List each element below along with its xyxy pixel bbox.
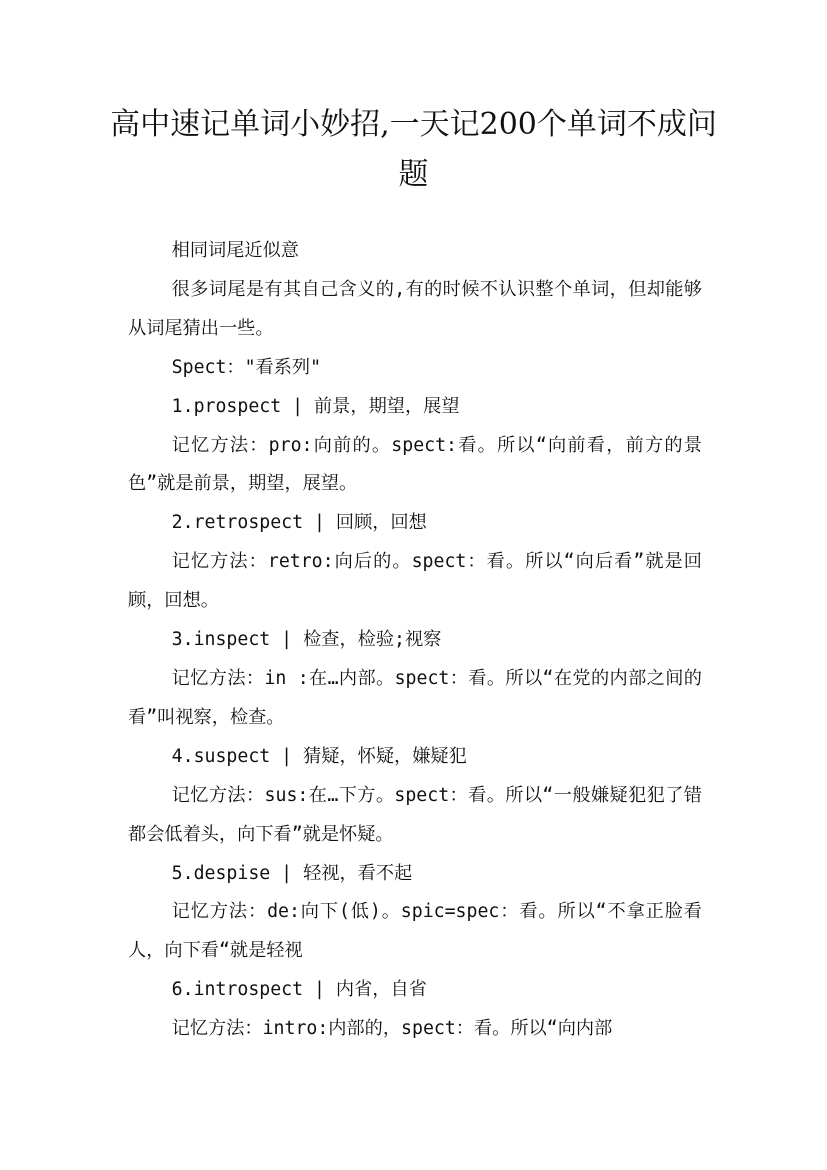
paragraph: 1.prospect | 前景，期望，展望 bbox=[171, 395, 460, 417]
paragraph: 6.introspect | 内省，自省 bbox=[171, 979, 427, 1001]
paragraph: 4.suspect | 猜疑，怀疑，嫌疑犯 bbox=[171, 745, 467, 767]
paragraph: Spect："看系列" bbox=[171, 356, 322, 378]
paragraph: 记忆方法：de:向下(低)。spic=spec：看。所以“不拿正脸看人，向下看“就是轻视 bbox=[128, 901, 702, 962]
paragraph: 记忆方法：retro:向后的。spect：看。所以“向后看”就是回顾，回想。 bbox=[128, 551, 702, 612]
paragraph: 5.despise | 轻视，看不起 bbox=[171, 862, 413, 884]
document-body bbox=[128, 232, 702, 1049]
paragraph: 记忆方法：sus:在…下方。spect：看。所以“一般嫌疑犯犯了错都会低着头，向下看”就是怀疑。 bbox=[128, 784, 702, 845]
paragraph: 2.retrospect | 回顾，回想 bbox=[171, 512, 427, 534]
paragraph: 记忆方法：intro:内部的，spect：看。所以“向内部 bbox=[171, 1018, 613, 1040]
paragraph: 相同词尾近似意 bbox=[171, 240, 299, 261]
paragraph: 3.inspect | 检查，检验;视察 bbox=[171, 629, 442, 651]
paragraph: 记忆方法：pro:向前的。spect:看。所以“向前看，前方的景色”就是前景，期望，展望。 bbox=[128, 434, 702, 495]
paragraph: 记忆方法：in :在…内部。spect：看。所以“在党的内部之间的看”叫视察，检查。 bbox=[128, 667, 702, 728]
document-title: 高中速记单词小妙招,一天记200个单词不成问题 bbox=[110, 107, 717, 192]
paragraph: 很多词尾是有其自己含义的,有的时候不认识整个单词，但却能够从词尾猜出一些。 bbox=[128, 278, 702, 339]
